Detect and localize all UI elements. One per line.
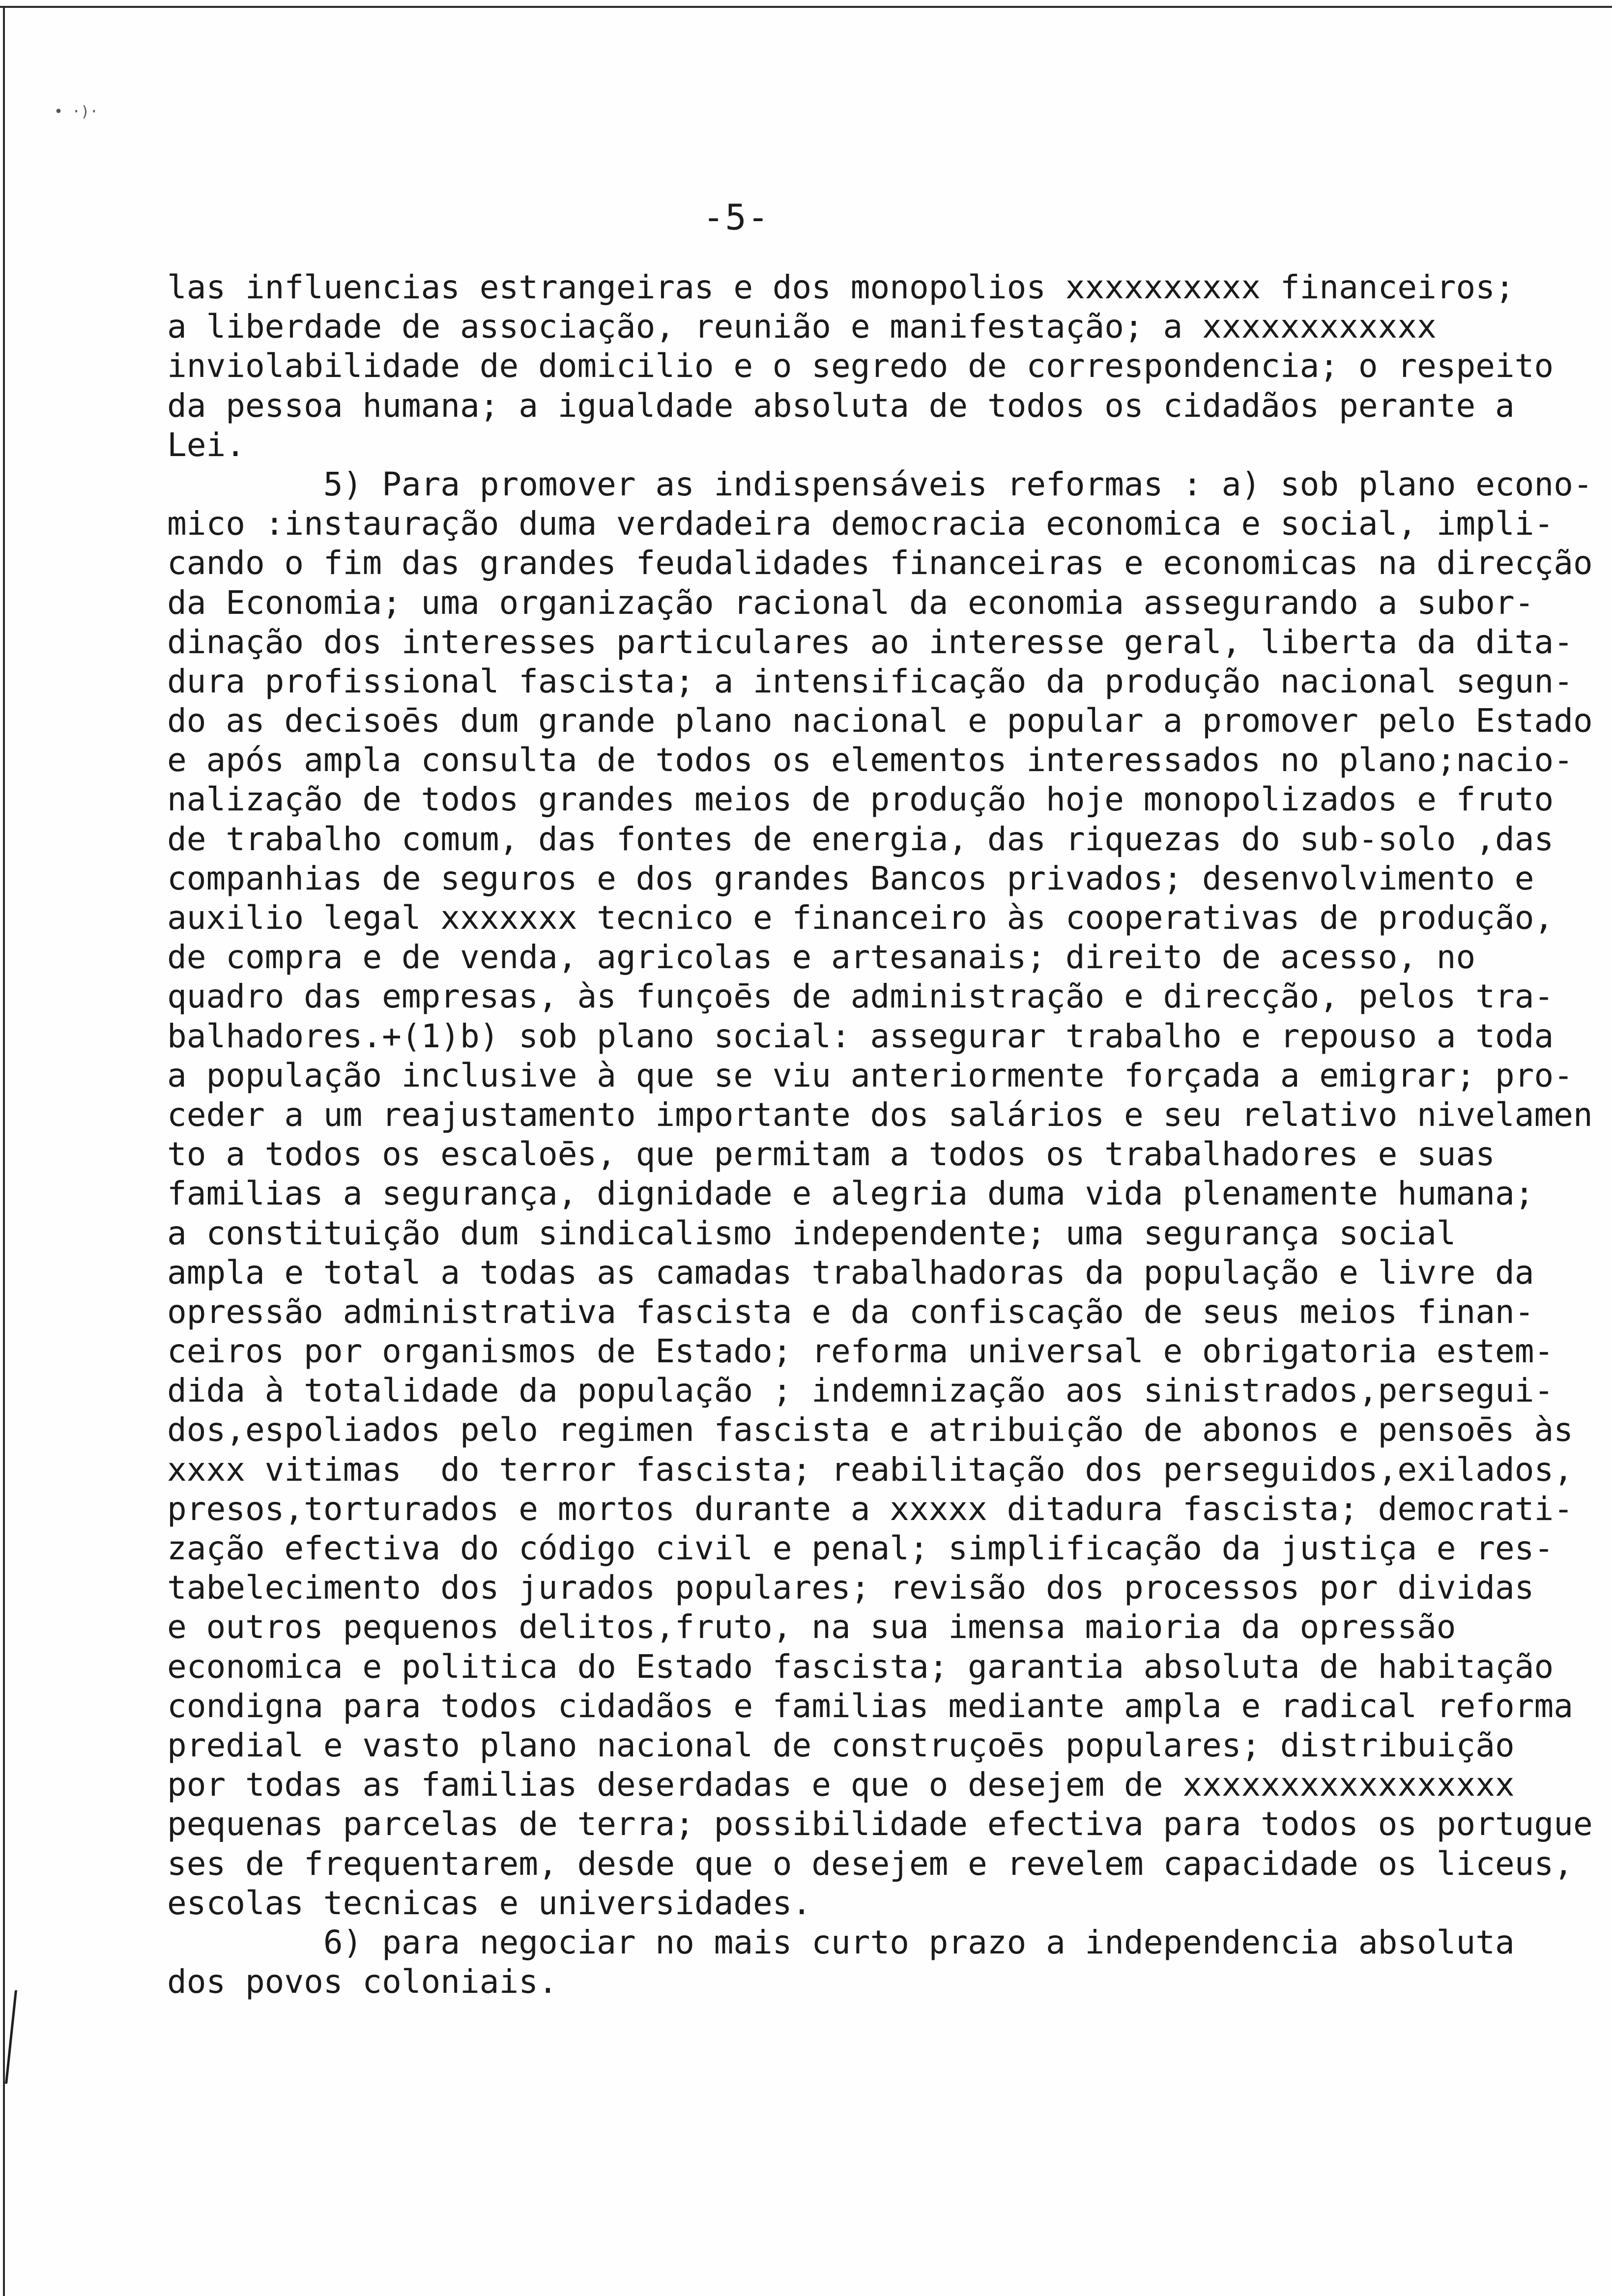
text-line: ceder a um reajustamento importante dos salários e seu relativo nivelamen	[167, 1095, 1593, 1134]
text-line: dinação dos interesses particulares ao interesse geral, liberta da dita-	[167, 623, 1573, 661]
text-line: predial e vasto plano nacional de construçoēs populares; distribuição	[167, 1726, 1515, 1764]
text-line: a constituição dum sindicalismo independente; uma segurança social	[167, 1214, 1456, 1252]
scan-border-top	[0, 6, 1612, 8]
text-line: dida à totalidade da população ; indemnização aos sinistrados,persegui-	[167, 1372, 1554, 1410]
text-line: dos povos coloniais.	[167, 1963, 558, 2001]
page-number: -5-	[703, 197, 770, 238]
text-line: zação efectiva do código civil e penal; simplificação da justiça e res-	[167, 1529, 1554, 1567]
text-line: to a todos os escaloēs, que permitam a todos os trabalhadores e suas	[167, 1135, 1496, 1174]
text-line: dura profissional fascista; a intensificação da produção nacional segun-	[167, 662, 1573, 700]
text-line: e após ampla consulta de todos os elementos interessados no plano;nacio-	[167, 741, 1573, 779]
text-line: mico :instauração duma verdadeira democracia economica e social, impli-	[167, 505, 1554, 543]
text-line: cando o fim das grandes feudalidades financeiras e economicas na direcção	[167, 544, 1593, 582]
margin-mark: • ·)·	[54, 103, 99, 120]
text-line: pequenas parcelas de terra; possibilidade efectiva para todos os portugue	[167, 1805, 1593, 1843]
text-line: a população inclusive à que se viu anteriormente forçada a emigrar; pro-	[167, 1056, 1573, 1094]
text-line: quadro das empresas, às funçoēs de administração e direcção, pelos tra-	[167, 977, 1554, 1016]
text-line: 5) Para promover as indispensáveis reformas : a) sob plano econo-	[167, 465, 1593, 503]
text-line: ampla e total a todas as camadas trabalhadoras da população e livre da	[167, 1253, 1534, 1292]
text-line: balhadores.+(1)b) sob plano social: assegurar trabalho e repouso a toda	[167, 1017, 1554, 1055]
text-line: dos,espoliados pelo regimen fascista e atribuição de abonos e pensoēs às	[167, 1411, 1573, 1449]
text-line: ceiros por organismos de Estado; reforma universal e obrigatoria estem-	[167, 1332, 1554, 1371]
text-line: Lei.	[167, 426, 245, 464]
text-line: por todas as familias deserdadas e que o desejem de xxxxxxxxxxxxxxxxx	[167, 1766, 1515, 1804]
text-line: tabelecimento dos jurados populares; revisão dos processos por dividas	[167, 1569, 1534, 1607]
text-line: opressão administrativa fascista e da confiscação de seus meios finan-	[167, 1292, 1534, 1331]
text-line: companhias de seguros e dos grandes Bancos privados; desenvolvimento e	[167, 859, 1534, 897]
text-line: las influencias estrangeiras e dos monopolios xxxxxxxxxx financeiros;	[167, 268, 1515, 306]
text-line: de compra e de venda, agricolas e artesanais; direito de acesso, no	[167, 938, 1476, 976]
text-line: de trabalho comum, das fontes de energia, das riquezas do sub-solo ,das	[167, 820, 1554, 858]
text-line: nalização de todos grandes meios de produção hoje monopolizados e fruto	[167, 780, 1554, 819]
text-line: economica e politica do Estado fascista; garantia absoluta de habitação	[167, 1647, 1554, 1686]
text-line: familias a segurança, dignidade e alegria duma vida plenamente humana;	[167, 1175, 1534, 1213]
margin-scribble	[5, 1990, 28, 2084]
typed-text-body	[167, 268, 1592, 2002]
text-line: do as decisoēs dum grande plano nacional e popular a promover pelo Estado	[167, 702, 1593, 740]
text-line: ses de frequentarem, desde que o desejem e revelem capacidade os liceus,	[167, 1844, 1573, 1883]
text-line: escolas tecnicas e universidades.	[167, 1884, 812, 1922]
text-line: condigna para todos cidadãos e familias mediante ampla e radical reforma	[167, 1687, 1573, 1725]
text-line: auxilio legal xxxxxxx tecnico e financeiro às cooperativas de produção,	[167, 899, 1554, 937]
text-line: e outros pequenos delitos,fruto, na sua imensa maioria da opressão	[167, 1608, 1456, 1646]
text-line: 6) para negociar no mais curto prazo a independencia absoluta	[167, 1923, 1515, 1961]
text-line: presos,torturados e mortos durante a xxxxx ditadura fascista; democrati-	[167, 1490, 1573, 1528]
text-line: xxxx vitimas do terror fascista; reabilitação dos perseguidos,exilados,	[167, 1450, 1573, 1489]
text-line: a liberdade de associação, reunião e manifestação; a xxxxxxxxxxxx	[167, 308, 1437, 346]
text-line: da pessoa humana; a igualdade absoluta de todos os cidadãos perante a	[167, 386, 1515, 425]
text-line: inviolabilidade de domicilio e o segredo de correspondencia; o respeito	[167, 347, 1554, 385]
text-line: da Economia; uma organização racional da economia assegurando a subor-	[167, 583, 1534, 622]
scan-border-left	[3, 6, 5, 2296]
